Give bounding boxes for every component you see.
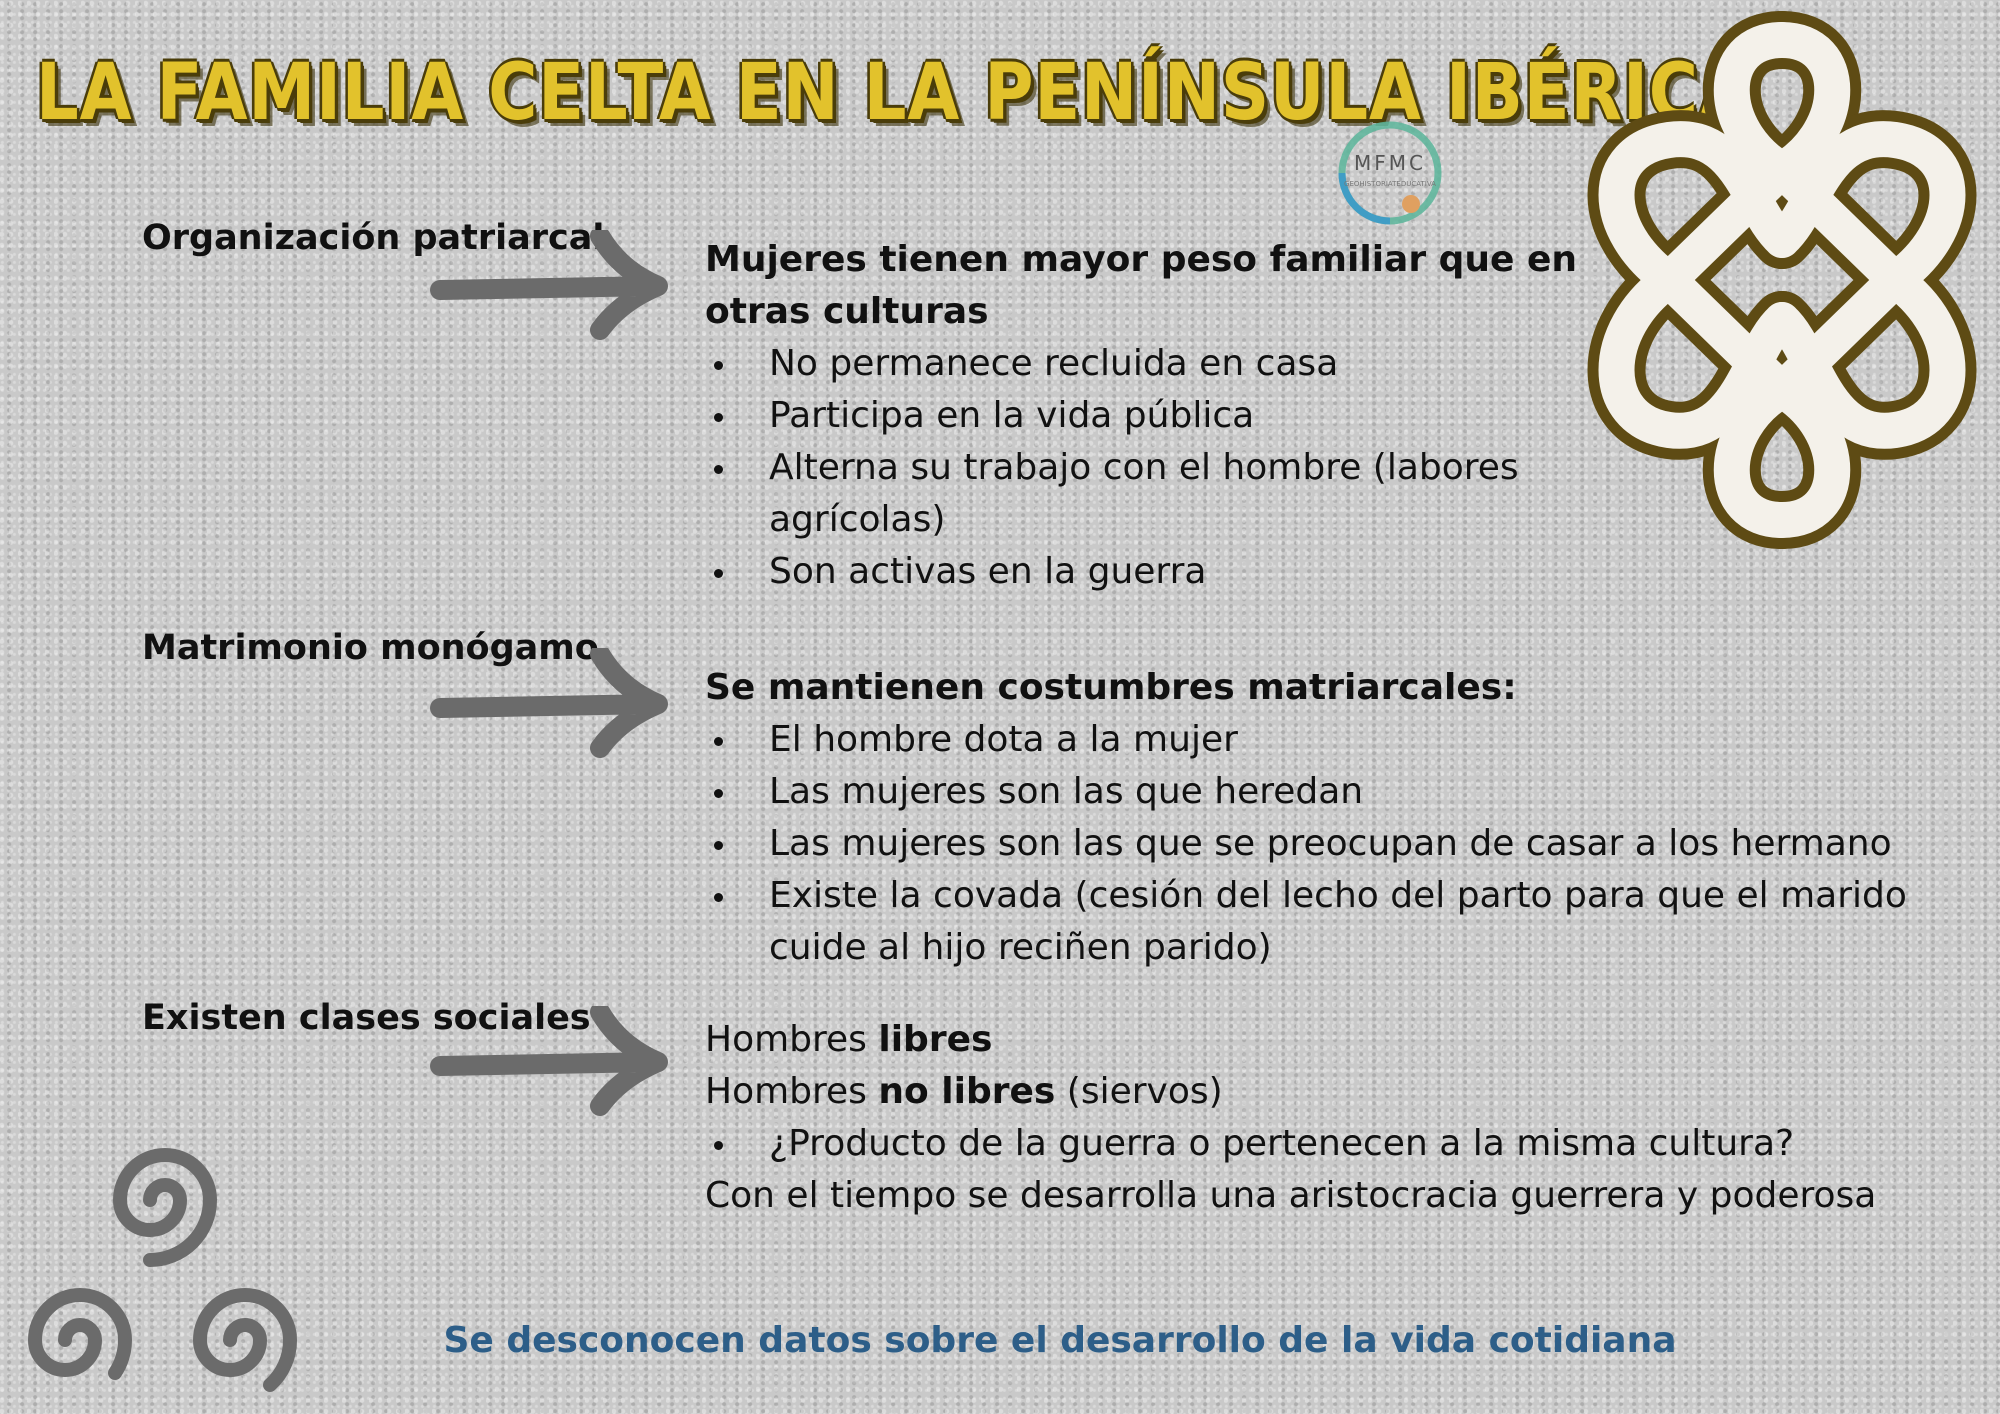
line-prefix: Hombres <box>705 1071 879 1112</box>
section-title-line: otras culturas <box>705 291 989 332</box>
bullet-list <box>705 338 1577 598</box>
list-item: • Alterna su trabajo con el hombre (labores <box>739 442 1577 494</box>
list-item: • Existe la covada (cesión del lecho del parto para que el marido <box>739 870 1907 922</box>
section-title-line: Se mantienen costumbres matriarcales: <box>705 667 1517 708</box>
hombres-no-libres-line <box>705 1066 1876 1118</box>
line-bold: no libres <box>878 1071 1056 1112</box>
heading-organizacion: Organización patriarcal <box>142 218 605 258</box>
list-item: • El hombre dota a la mujer <box>739 714 1907 766</box>
bullet-list <box>705 714 1907 974</box>
list-item: • Las mujeres son las que se preocupan de casar a los hermano <box>739 818 1907 870</box>
list-item: • Participa en la vida pública <box>739 390 1577 442</box>
hombres-libres-line <box>705 1014 1876 1066</box>
section-costumbres <box>705 662 1907 974</box>
footer-note: Se desconocen datos sobre el desarrollo de la vida cotidiana <box>443 1320 1677 1361</box>
bullet-list <box>705 1118 1876 1170</box>
mfmc-logo-icon <box>1305 118 1475 228</box>
line-bold: libres <box>878 1019 993 1060</box>
list-item: • No permanece recluida en casa <box>739 338 1577 390</box>
arrow-right-icon <box>430 648 670 758</box>
section-clases <box>705 1014 1876 1222</box>
heading-matrimonio: Matrimonio monógamo <box>142 628 599 668</box>
list-item-continuation: agrícolas) <box>769 499 946 540</box>
line-suffix: (siervos) <box>1055 1071 1223 1112</box>
section-title-line: Mujeres tienen mayor peso familiar que en <box>705 239 1578 280</box>
logo-subtext: GEOHISTORIATEDUCATIVA <box>1344 180 1436 188</box>
closing-line: Con el tiempo se desarrolla una aristocracia guerrera y poderosa <box>705 1175 1877 1216</box>
heading-clases: Existen clases sociales <box>142 998 591 1038</box>
line-prefix: Hombres <box>705 1019 879 1060</box>
list-item-continuation: cuide al hijo reciñen parido) <box>769 927 1272 968</box>
page-title: LA FAMILIA CELTA EN LA PENÍNSULA IBÉRICA <box>36 48 1752 138</box>
list-item: • Son activas en la guerra <box>739 546 1577 598</box>
list-item: • Las mujeres son las que heredan <box>739 766 1907 818</box>
triskelion-icon <box>0 1105 335 1414</box>
celtic-knot-icon <box>1565 0 2000 565</box>
arrow-right-icon <box>430 1006 670 1116</box>
section-mujeres <box>705 234 1577 598</box>
list-item: • ¿Producto de la guerra o pertenecen a la misma cultura? <box>739 1118 1876 1170</box>
logo-text: MFMC <box>1354 151 1426 175</box>
arrow-right-icon <box>430 230 670 340</box>
